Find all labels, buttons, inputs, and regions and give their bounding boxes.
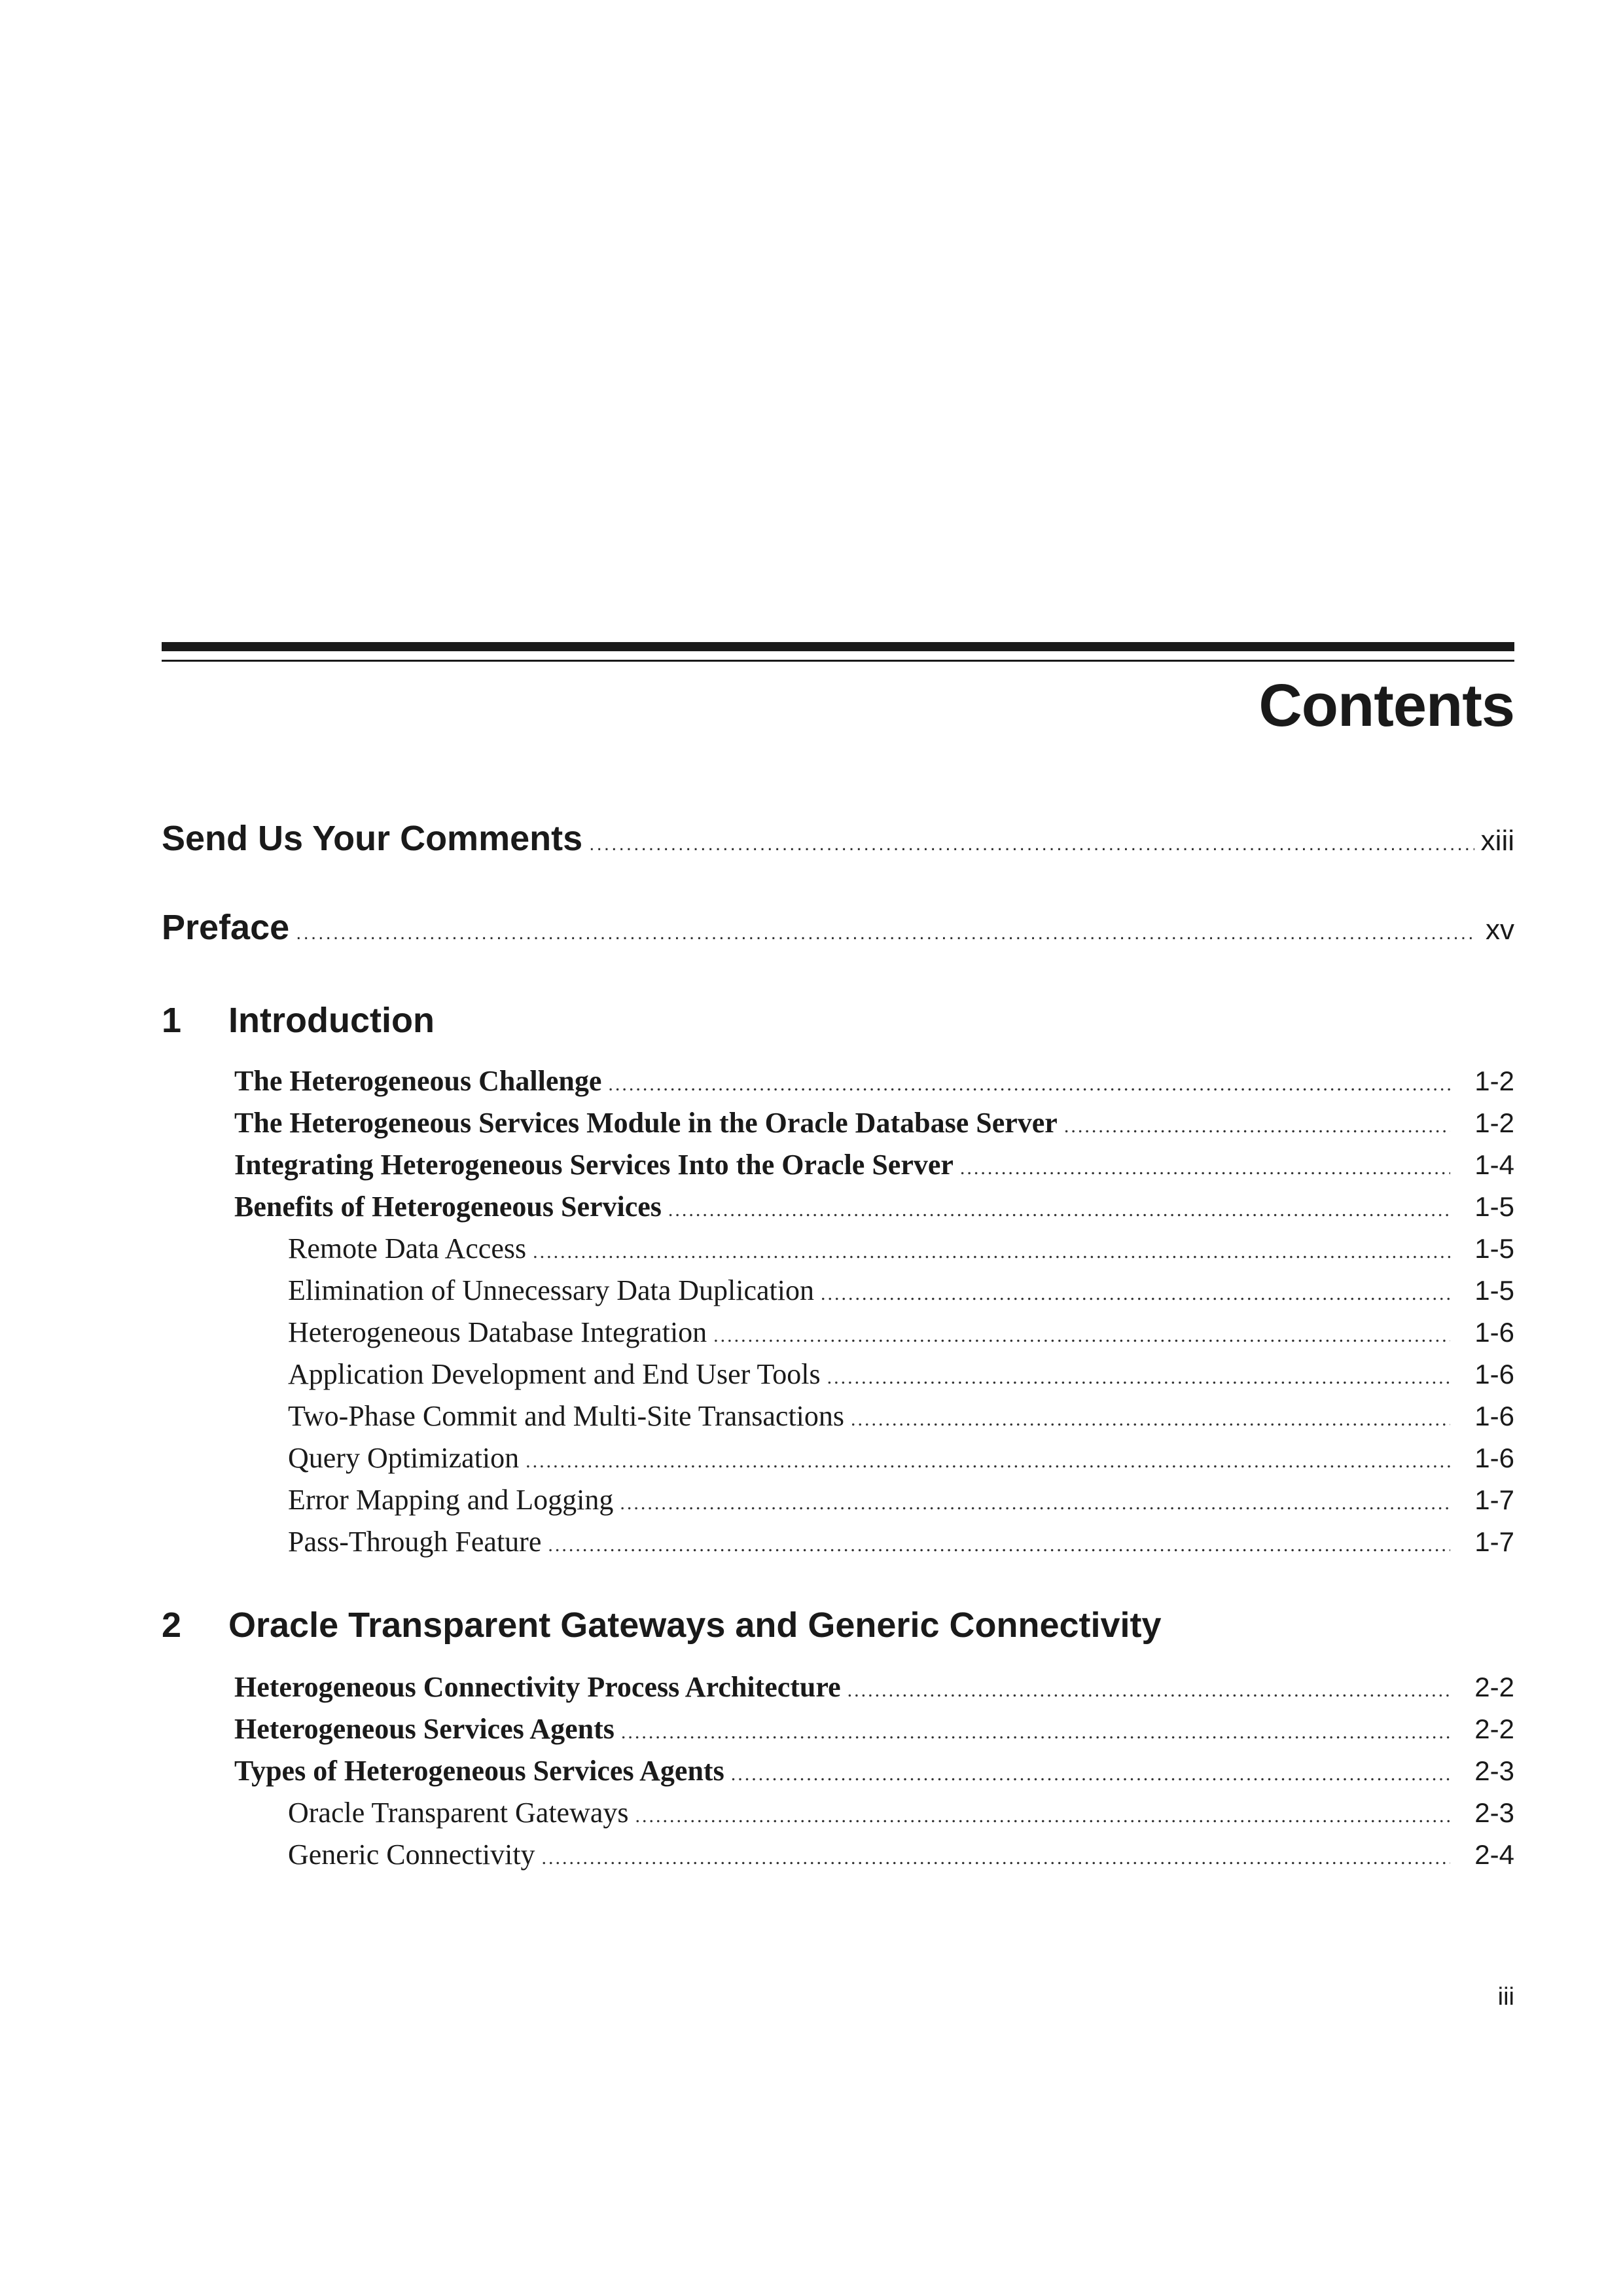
chapter-title: Introduction	[228, 1001, 435, 1040]
toc-page-number: 1-6	[1474, 1317, 1514, 1348]
toc-dot-leader	[635, 1805, 1450, 1827]
toc-entry[interactable]	[234, 1190, 1514, 1232]
toc-entry[interactable]	[288, 1316, 1514, 1357]
chapter-number: 1	[162, 1001, 182, 1040]
toc-page-number: 1-2	[1474, 1066, 1514, 1096]
toc-page-number: 1-6	[1474, 1443, 1514, 1473]
toc-page-number: 1-5	[1474, 1233, 1514, 1264]
chapter-heading-2[interactable]	[162, 1605, 1162, 1657]
toc-entry-title: Application Development and End User Tools	[288, 1358, 821, 1390]
toc-page-number: xiii	[1480, 825, 1514, 857]
toc-page-number: 2-3	[1474, 1755, 1514, 1786]
toc-entry-title: The Heterogeneous Challenge	[234, 1065, 602, 1097]
toc-entry[interactable]	[288, 1441, 1514, 1483]
toc-entry-title: Preface	[162, 908, 290, 947]
toc-entry-title: Integrating Heterogeneous Services Into the Oracle Server	[234, 1149, 954, 1181]
toc-dot-leader	[821, 1283, 1450, 1305]
toc-entry[interactable]	[234, 1754, 1514, 1796]
page-folio: iii	[1497, 1983, 1514, 2011]
toc-dot-leader	[533, 1241, 1450, 1263]
toc-page-number: 1-5	[1474, 1275, 1514, 1306]
toc-entry-title: Error Mapping and Logging	[288, 1484, 614, 1516]
toc-entry[interactable]	[234, 1148, 1514, 1190]
toc-entry[interactable]	[288, 1399, 1514, 1441]
toc-entry[interactable]	[234, 1064, 1514, 1106]
toc-dot-leader	[827, 1367, 1450, 1389]
chapter-number: 2	[162, 1605, 182, 1645]
toc-entry-title: Elimination of Unnecessary Data Duplication	[288, 1274, 814, 1306]
toc-dot-leader	[526, 1450, 1450, 1473]
toc-entry[interactable]	[288, 1274, 1514, 1316]
toc-page-number: 1-7	[1474, 1484, 1514, 1515]
header-rule-thin	[162, 660, 1514, 662]
toc-entry-title: Benefits of Heterogeneous Services	[234, 1191, 662, 1223]
toc-dot-leader	[542, 1847, 1450, 1869]
toc-entry-preface[interactable]	[162, 907, 1514, 953]
toc-page-number: 1-2	[1474, 1107, 1514, 1138]
toc-entry[interactable]	[288, 1796, 1514, 1838]
toc-entry-title: Remote Data Access	[288, 1232, 527, 1265]
toc-entry-title: Generic Connectivity	[288, 1839, 535, 1871]
toc-page-number: 2-2	[1474, 1672, 1514, 1702]
toc-page-number: 2-4	[1474, 1839, 1514, 1870]
toc-entry[interactable]	[234, 1106, 1514, 1148]
toc-page-number: 2-2	[1474, 1713, 1514, 1744]
toc-page-number: 1-7	[1474, 1526, 1514, 1557]
toc-dot-leader	[589, 833, 1474, 855]
toc-dot-leader	[960, 1157, 1450, 1179]
toc-page-number: 2-3	[1474, 1797, 1514, 1828]
toc-entry-title: Send Us Your Comments	[162, 819, 583, 858]
toc-entry[interactable]	[288, 1838, 1514, 1880]
toc-dot-leader	[621, 1721, 1450, 1744]
toc-entry-title: Two-Phase Commit and Multi-Site Transactions	[288, 1400, 845, 1432]
toc-dot-leader	[296, 922, 1475, 944]
header-rule-thick	[162, 642, 1514, 651]
toc-entry-title: Query Optimization	[288, 1442, 520, 1474]
toc-dot-leader	[668, 1199, 1450, 1221]
toc-dot-leader	[851, 1408, 1450, 1431]
toc-dot-leader	[1064, 1115, 1450, 1138]
toc-entry[interactable]	[288, 1483, 1514, 1525]
toc-page-number: 1-5	[1474, 1191, 1514, 1222]
toc-page-number: 1-6	[1474, 1359, 1514, 1390]
page-title: Contents	[1258, 672, 1514, 739]
toc-entry[interactable]	[288, 1357, 1514, 1399]
toc-entry-send-us-your-comments[interactable]	[162, 818, 1514, 864]
toc-entry[interactable]	[288, 1232, 1514, 1274]
toc-entry-title: Heterogeneous Connectivity Process Architecture	[234, 1671, 841, 1703]
chapter-title: Oracle Transparent Gateways and Generic Connectivity	[228, 1605, 1162, 1645]
chapter-heading-1[interactable]	[162, 1000, 435, 1052]
toc-dot-leader	[620, 1492, 1450, 1515]
toc-entry[interactable]	[288, 1525, 1514, 1567]
toc-page-number: 1-6	[1474, 1401, 1514, 1431]
toc-entry-title: Types of Heterogeneous Services Agents	[234, 1755, 724, 1787]
toc-entry[interactable]	[234, 1670, 1514, 1712]
toc-entry-title: Oracle Transparent Gateways	[288, 1797, 629, 1829]
toc-page-number: 1-4	[1474, 1149, 1514, 1180]
toc-entry[interactable]	[234, 1712, 1514, 1754]
toc-entry-title: The Heterogeneous Services Module in the Oracle Database Server	[234, 1107, 1058, 1139]
toc-dot-leader	[608, 1073, 1450, 1096]
toc-entry-title: Pass-Through Feature	[288, 1526, 542, 1558]
toc-entry-title: Heterogeneous Database Integration	[288, 1316, 707, 1348]
toc-dot-leader	[548, 1534, 1450, 1556]
toc-page-number: xv	[1486, 914, 1514, 946]
toc-dot-leader	[713, 1325, 1450, 1347]
toc-dot-leader	[731, 1763, 1450, 1785]
toc-entry-title: Heterogeneous Services Agents	[234, 1713, 615, 1745]
toc-dot-leader	[847, 1679, 1450, 1702]
